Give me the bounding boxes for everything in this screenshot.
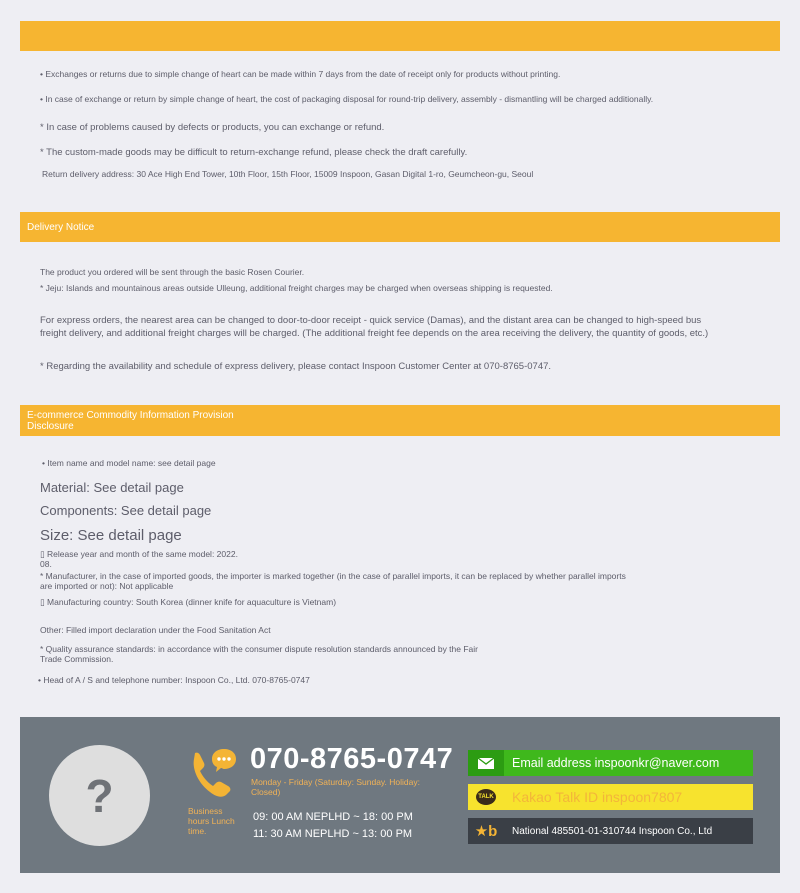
delivery-line-3: For express orders, the nearest area can be changed to door-to-door receipt - quick service (Damas), and the distant area can be changed to high-speed bus freight delivery, and additional freight charges will be charged. (The additional freight fee depends on the area receiving the delivery, the quantity of goods, etc.) [40, 315, 709, 339]
bank-account [468, 818, 753, 844]
exchange-section-header [20, 21, 780, 51]
delivery-line-2: * Jeju: Islands and mountainous areas outside Ulleung, additional freight charges may be charged when overseas shipping is requested. [40, 283, 553, 293]
bank-logo-icon: ★b [474, 823, 498, 840]
delivery-section-header [20, 212, 780, 242]
exchange-line-1: • Exchanges or returns due to simple change of heart can be made within 7 days from the date of receipt only for products without printing. [40, 69, 561, 79]
business-hours-label: Business hours Lunch time. [188, 806, 235, 836]
kakao-talk-button[interactable] [468, 784, 753, 810]
mail-icon [468, 750, 504, 776]
help-circle-icon: ? [49, 745, 150, 846]
contact-footer [20, 717, 780, 873]
exchange-line-2: • In case of exchange or return by simple change of heart, the cost of packaging disposal for round-trip delivery, assembly - dismantling will be charged additionally. [40, 94, 654, 104]
business-hours: 09: 00 AM NEPLHD ~ 18: 00 PM [253, 811, 413, 823]
disclosure-size: Size: See detail page [40, 527, 182, 544]
disclosure-quality: * Quality assurance standards: in accordance with the consumer dispute resolution standards announced by the Fair Trade Commission. [40, 644, 478, 664]
lunch-hours: 11: 30 AM NEPLHD ~ 13: 00 PM [253, 828, 413, 840]
delivery-line-1: The product you ordered will be sent through the basic Rosen Courier. [40, 267, 305, 277]
exchange-line-3: * In case of problems caused by defects or products, you can exchange or refund. [40, 122, 385, 133]
phone-chat-icon [188, 747, 242, 799]
disclosure-material: Material: See detail page [40, 480, 184, 495]
email-label: Email address inspoonkr@naver.com [512, 756, 720, 770]
kakao-label: Kakao Talk ID inspoon7807 [512, 789, 683, 805]
disclosure-item-name: • Item name and model name: see detail page [42, 458, 216, 468]
delivery-line-4: * Regarding the availability and schedule of express delivery, please contact Inspoon Customer Center at 070-8765-0747. [40, 361, 552, 372]
kakao-talk-icon: TALK [468, 784, 504, 810]
disclosure-other: Other: Filled import declaration under the Food Sanitation Act [40, 625, 271, 635]
phone-number[interactable]: 070-8765-0747 [250, 743, 454, 775]
delivery-section-title: Delivery Notice [27, 221, 95, 233]
disclosure-country: ▯ Manufacturing country: South Korea (dinner knife for aquaculture is Vietnam) [40, 597, 337, 607]
return-address: Return delivery address: 30 Ace High End Tower, 10th Floor, 15th Floor, 15009 Inspoon, Gasan Digital 1-ro, Geumcheon-gu, Seoul [42, 169, 534, 179]
disclosure-release: ▯ Release year and month of the same model: 2022. 08. [40, 549, 238, 569]
bank-label: National 485501-01-310744 Inspoon Co., Ltd [512, 825, 713, 837]
disclosure-section-header [20, 405, 780, 436]
hours-note: Monday - Friday (Saturday: Sunday. Holiday: Closed) [251, 777, 420, 797]
disclosure-section-title: E-commerce Commodity Information Provision Disclosure [27, 409, 234, 432]
email-button[interactable] [468, 750, 753, 776]
exchange-line-4: * The custom-made goods may be difficult to return-exchange refund, please check the draft carefully. [40, 147, 468, 158]
disclosure-manufacturer: * Manufacturer, in the case of imported goods, the importer is marked together (in the case of parallel imports, it can be replaced by whether parallel imports are imported or not): Not applicable [40, 571, 626, 591]
disclosure-as-contact: • Head of A / S and telephone number: Inspoon Co., Ltd. 070-8765-0747 [38, 675, 310, 685]
disclosure-components: Components: See detail page [40, 503, 212, 518]
